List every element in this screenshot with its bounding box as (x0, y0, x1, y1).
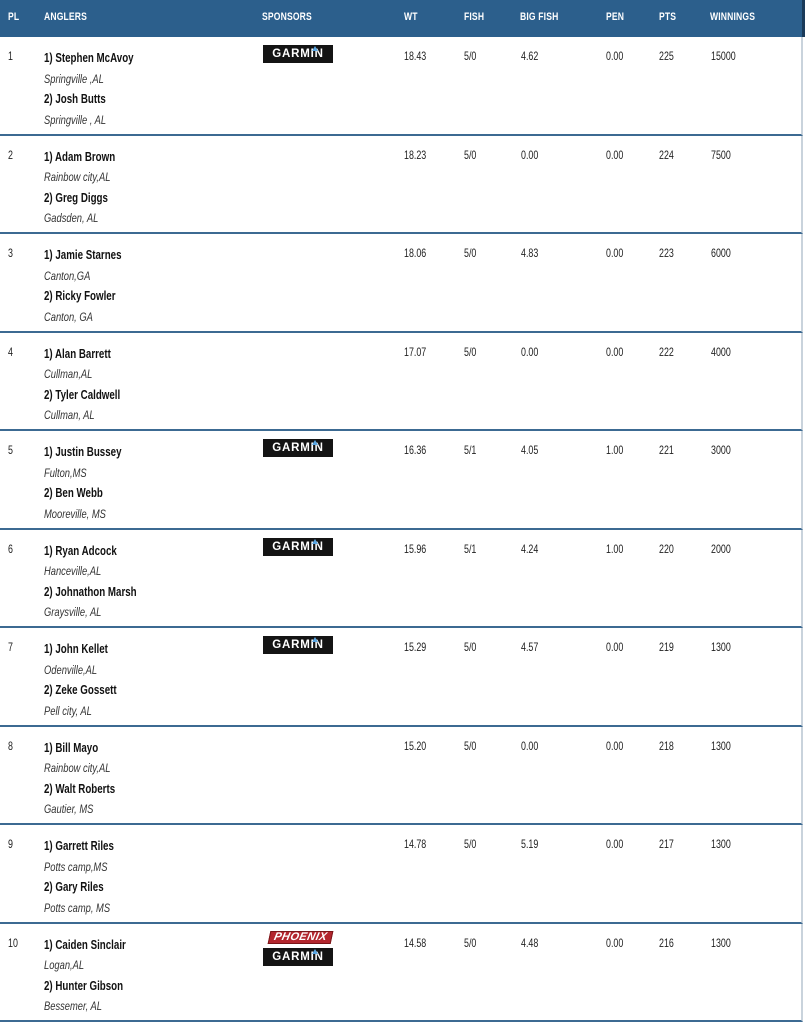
table-row (0, 431, 803, 530)
weight-cell: 16.36 (404, 443, 427, 457)
phoenix-logo[interactable] (263, 931, 333, 944)
angler-hometown: Springville , AL (44, 112, 107, 127)
header-winnings[interactable]: WINNINGS (710, 11, 756, 23)
weight-cell: 18.23 (404, 147, 427, 162)
angler-hometown: Potts camp, MS (44, 900, 111, 915)
place-cell: 10 (8, 935, 18, 950)
big-fish-cell: 0.00 (521, 147, 539, 162)
big-fish-cell: 4.62 (521, 49, 539, 63)
points-cell: 216 (659, 935, 674, 950)
angler-name: 2) Johnathon Marsh (44, 584, 137, 599)
garmin-triangle-icon (312, 539, 318, 544)
fish-count-cell: 5/0 (464, 49, 477, 63)
anglers-cell (44, 541, 244, 623)
fish-count-cell: 5/0 (464, 640, 477, 654)
header-wt[interactable]: WT (404, 11, 418, 23)
garmin-logo[interactable] (263, 439, 333, 457)
penalty-cell: 0.00 (606, 344, 624, 359)
angler-hometown: Potts camp,MS (44, 859, 108, 874)
angler-name: 1) Garrett Riles (44, 839, 114, 853)
winnings-cell: 1300 (711, 837, 731, 851)
angler-hometown: Graysville, AL (44, 605, 102, 619)
garmin-triangle-icon (312, 637, 318, 642)
header-anglers[interactable]: ANGLERS (44, 11, 88, 23)
garmin-triangle-icon (312, 46, 318, 51)
angler-name: 2) Gary Riles (44, 880, 104, 894)
anglers-cell (44, 738, 244, 820)
table-header (0, 0, 805, 37)
angler-hometown: Canton, GA (44, 309, 93, 324)
weight-cell: 18.06 (404, 246, 427, 260)
angler-name: 2) Ricky Fowler (44, 289, 116, 303)
angler-hometown: Mooreville, MS (44, 506, 106, 521)
garmin-logo-text: GARMIN (272, 442, 324, 454)
points-cell: 218 (659, 738, 674, 753)
sponsors-cell (263, 931, 337, 966)
winnings-cell: 15000 (711, 49, 736, 63)
penalty-cell: 1.00 (606, 541, 624, 556)
winnings-cell: 2000 (711, 541, 731, 556)
table-row (0, 924, 803, 1023)
angler-hometown: Rainbow city,AL (44, 761, 111, 775)
winnings-cell: 7500 (711, 147, 731, 162)
penalty-cell: 0.00 (606, 837, 624, 851)
garmin-logo-text: GARMIN (272, 950, 324, 963)
points-cell: 223 (659, 246, 674, 260)
garmin-logo[interactable] (263, 45, 333, 63)
garmin-triangle-icon (312, 949, 318, 954)
anglers-cell (44, 147, 244, 229)
fish-count-cell: 5/0 (464, 738, 477, 753)
angler-hometown: Springville ,AL (44, 71, 104, 86)
angler-name: 2) Walt Roberts (44, 781, 116, 796)
angler-hometown: Hanceville,AL (44, 564, 102, 578)
penalty-cell: 0.00 (606, 738, 624, 753)
angler-name: 1) Jamie Starnes (44, 248, 122, 262)
points-cell: 225 (659, 49, 674, 63)
sponsors-cell (263, 537, 337, 556)
angler-name: 1) Caiden Sinclair (44, 937, 126, 952)
penalty-cell: 0.00 (606, 147, 624, 162)
big-fish-cell: 4.05 (521, 443, 539, 457)
anglers-cell (44, 836, 244, 918)
garmin-logo[interactable] (263, 538, 333, 556)
winnings-cell: 6000 (711, 246, 731, 260)
place-cell: 2 (8, 147, 13, 162)
results-table-body (0, 37, 803, 1022)
place-cell: 5 (8, 443, 13, 457)
points-cell: 221 (659, 443, 674, 457)
angler-name: 1) Alan Barrett (44, 346, 111, 361)
anglers-cell (44, 935, 244, 1017)
points-cell: 220 (659, 541, 674, 556)
winnings-cell: 4000 (711, 344, 731, 359)
angler-name: 2) Hunter Gibson (44, 978, 124, 993)
penalty-cell: 0.00 (606, 49, 624, 63)
header-big-fish[interactable]: BIG FISH (520, 11, 559, 23)
header-pen[interactable]: PEN (606, 11, 625, 23)
weight-cell: 18.43 (404, 49, 427, 63)
table-row (0, 37, 803, 136)
place-cell: 1 (8, 49, 13, 63)
points-cell: 224 (659, 147, 674, 162)
fish-count-cell: 5/0 (464, 147, 477, 162)
big-fish-cell: 4.24 (521, 541, 539, 556)
header-fish[interactable]: FISH (464, 11, 485, 23)
table-row (0, 628, 803, 727)
sponsors-cell (263, 438, 337, 457)
angler-hometown: Bessemer, AL (44, 999, 102, 1013)
header-sponsors[interactable]: SPONSORS (262, 11, 312, 23)
place-cell: 4 (8, 344, 13, 359)
angler-name: 1) Stephen McAvoy (44, 51, 134, 65)
big-fish-cell: 0.00 (521, 738, 539, 753)
weight-cell: 14.58 (404, 935, 427, 950)
angler-hometown: Pell city, AL (44, 703, 92, 718)
table-row (0, 333, 803, 432)
points-cell: 222 (659, 344, 674, 359)
table-row (0, 825, 803, 924)
header-pl[interactable]: PL (8, 11, 20, 23)
garmin-logo[interactable] (263, 636, 333, 654)
garmin-logo-text: GARMIN (272, 48, 324, 60)
anglers-cell (44, 442, 244, 524)
sponsors-cell (263, 44, 337, 63)
angler-name: 1) Ryan Adcock (44, 543, 117, 558)
place-cell: 7 (8, 640, 13, 654)
angler-hometown: Cullman,AL (44, 367, 93, 381)
anglers-cell (44, 639, 244, 721)
garmin-logo-text: GARMIN (272, 540, 324, 553)
big-fish-cell: 4.57 (521, 640, 539, 654)
angler-name: 1) Justin Bussey (44, 445, 122, 459)
points-cell: 217 (659, 837, 674, 851)
angler-name: 1) Bill Mayo (44, 740, 99, 755)
angler-hometown: Gautier, MS (44, 802, 94, 816)
angler-hometown: Canton,GA (44, 268, 91, 283)
fish-count-cell: 5/1 (464, 541, 477, 556)
weight-cell: 15.29 (404, 640, 427, 654)
big-fish-cell: 4.83 (521, 246, 539, 260)
table-row (0, 530, 803, 629)
table-row (0, 727, 803, 826)
table-row (0, 234, 803, 333)
header-pts[interactable]: PTS (659, 11, 677, 23)
penalty-cell: 0.00 (606, 640, 624, 654)
garmin-logo-text: GARMIN (272, 639, 324, 651)
angler-hometown: Odenville,AL (44, 662, 98, 677)
anglers-cell (44, 48, 244, 130)
fish-count-cell: 5/0 (464, 935, 477, 950)
angler-hometown: Cullman, AL (44, 408, 95, 422)
garmin-triangle-icon (312, 440, 318, 445)
weight-cell: 15.20 (404, 738, 427, 753)
fish-count-cell: 5/0 (464, 344, 477, 359)
garmin-logo[interactable] (263, 948, 333, 966)
angler-name: 2) Josh Butts (44, 92, 106, 106)
angler-name: 1) Adam Brown (44, 149, 116, 164)
big-fish-cell: 5.19 (521, 837, 539, 851)
fish-count-cell: 5/0 (464, 837, 477, 851)
anglers-cell (44, 344, 244, 426)
angler-name: 2) Ben Webb (44, 486, 103, 500)
place-cell: 8 (8, 738, 13, 753)
fish-count-cell: 5/0 (464, 246, 477, 260)
place-cell: 6 (8, 541, 13, 556)
winnings-cell: 1300 (711, 640, 731, 654)
penalty-cell: 0.00 (606, 935, 624, 950)
angler-hometown: Rainbow city,AL (44, 170, 111, 184)
place-cell: 9 (8, 837, 13, 851)
angler-name: 2) Tyler Caldwell (44, 387, 121, 402)
big-fish-cell: 0.00 (521, 344, 539, 359)
angler-name: 2) Zeke Gossett (44, 683, 117, 697)
penalty-cell: 0.00 (606, 246, 624, 260)
angler-name: 2) Greg Diggs (44, 190, 108, 205)
weight-cell: 14.78 (404, 837, 427, 851)
phoenix-logo-text: PHOENIX (268, 931, 334, 944)
anglers-cell (44, 245, 244, 327)
weight-cell: 15.96 (404, 541, 427, 556)
big-fish-cell: 4.48 (521, 935, 539, 950)
weight-cell: 17.07 (404, 344, 427, 359)
angler-hometown: Fulton,MS (44, 465, 87, 480)
place-cell: 3 (8, 246, 13, 260)
winnings-cell: 1300 (711, 935, 731, 950)
winnings-cell: 3000 (711, 443, 731, 457)
fish-count-cell: 5/1 (464, 443, 477, 457)
points-cell: 219 (659, 640, 674, 654)
angler-hometown: Gadsden, AL (44, 211, 99, 225)
penalty-cell: 1.00 (606, 443, 624, 457)
angler-name: 1) John Kellet (44, 642, 108, 656)
sponsors-cell (263, 635, 337, 654)
table-row (0, 136, 803, 235)
angler-hometown: Logan,AL (44, 958, 85, 972)
winnings-cell: 1300 (711, 738, 731, 753)
